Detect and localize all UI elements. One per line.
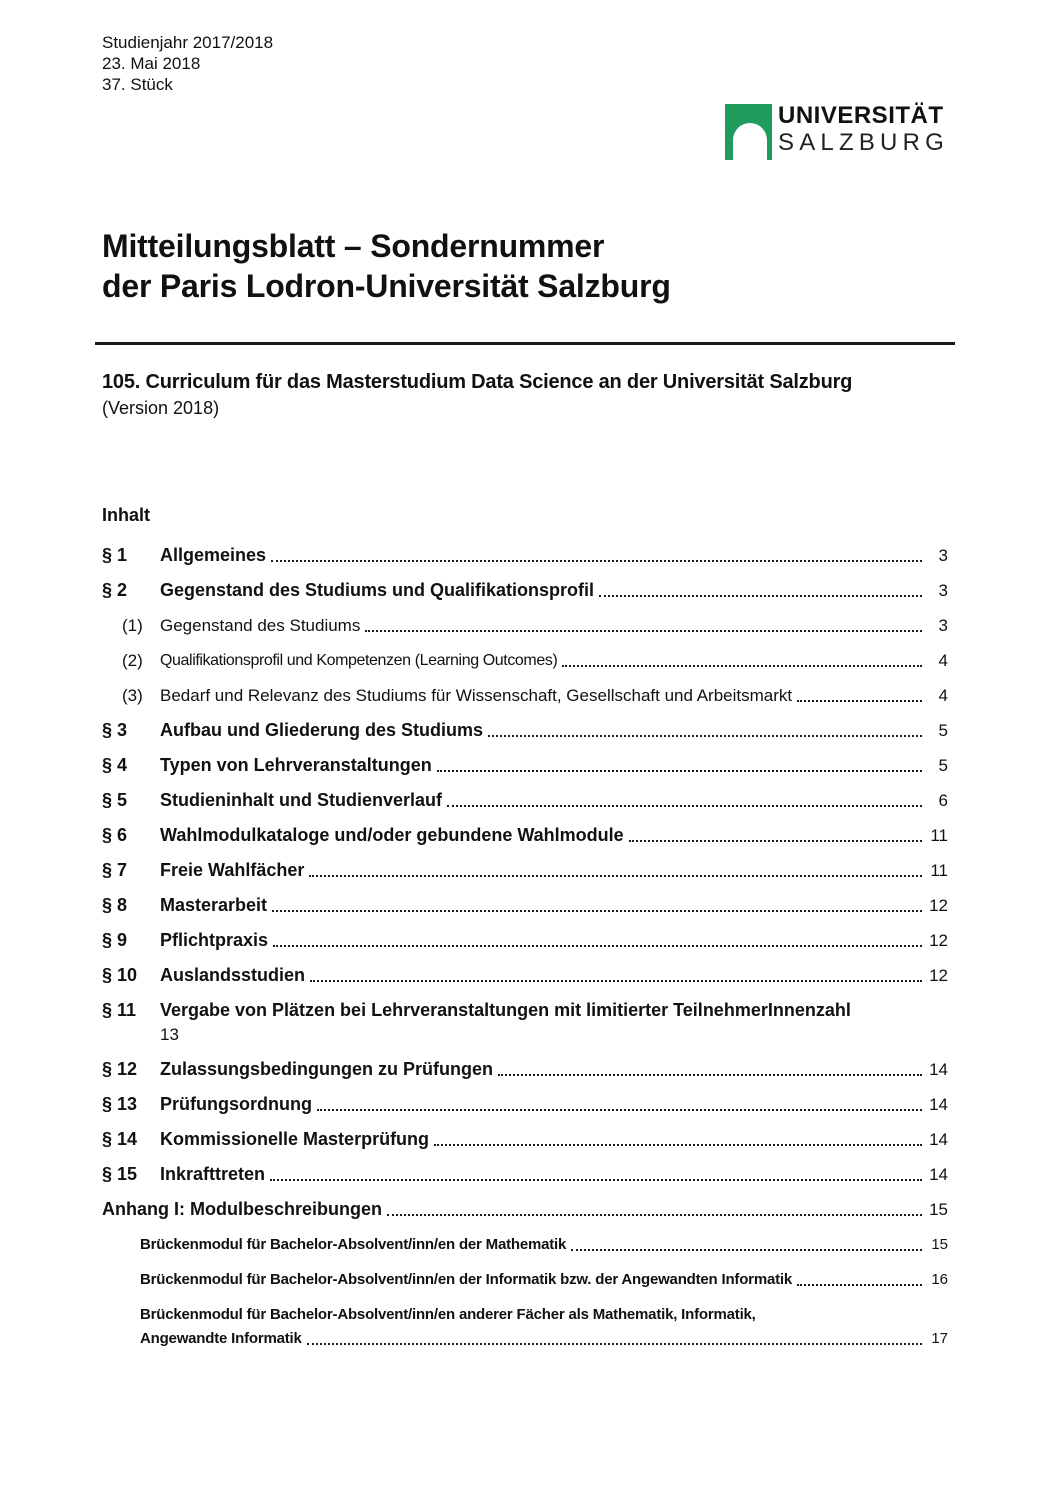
toc-entry-label: Bedarf und Relevanz des Studiums für Wissenschaft, Gesellschaft und Arbeitsmarkt [160, 686, 793, 705]
toc-entry-label: Auslandsstudien [160, 965, 306, 985]
toc-entry [102, 685, 948, 706]
toc-entry-page: 4 [938, 686, 948, 705]
toc-entry-label: Studieninhalt und Studienverlauf [160, 790, 443, 810]
toc-entry-page: 3 [938, 616, 948, 635]
toc-entry [102, 860, 948, 881]
toc-dot-leader [365, 630, 922, 632]
section-heading: 105. Curriculum für das Masterstudium Data Science an der Universität Salzburg [102, 371, 853, 393]
toc-entry-page: 11 [930, 826, 948, 845]
toc-title: Inhalt [102, 505, 150, 525]
toc-dot-leader [488, 735, 922, 737]
toc-entry [102, 580, 948, 601]
toc-entry-page: 13 [160, 1025, 179, 1044]
toc-entry [102, 930, 948, 951]
toc-entry-page: 11 [930, 861, 948, 880]
toc-entry-label: Kommissionelle Masterprüfung [160, 1129, 430, 1149]
toc-entry-number: § 2 [102, 580, 128, 600]
toc-entry [102, 1094, 948, 1115]
toc-entry-page: 12 [929, 931, 948, 950]
toc-entry [102, 1269, 948, 1290]
header-studienjahr: Studienjahr 2017/2018 [102, 33, 274, 52]
toc-entry-number: § 9 [102, 930, 128, 950]
toc-entry-number: § 5 [102, 790, 128, 810]
toc-entry-label: Vergabe von Plätzen bei Lehrveranstaltungen mit limitierter TeilnehmerInnenzahl [160, 1000, 851, 1020]
toc-entry-number: § 6 [102, 825, 128, 845]
toc-entry-label-continued: Angewandte Informatik [140, 1330, 302, 1347]
toc-entry-label: Freie Wahlfächer [160, 860, 305, 880]
toc-dot-leader [317, 1109, 922, 1111]
toc-entry-page: 14 [929, 1060, 948, 1079]
toc-entry-label: Prüfungsordnung [160, 1094, 312, 1114]
toc-dot-leader [273, 945, 922, 947]
toc-entry-label: Brückenmodul für Bachelor-Absolvent/inn/en der Mathematik [140, 1236, 567, 1253]
toc-entry-page: 6 [938, 791, 948, 810]
toc-dot-leader [307, 1343, 922, 1345]
toc-dot-leader [310, 980, 922, 982]
toc-entry-label: Qualifikationsprofil und Kompetenzen (Learning Outcomes) [160, 652, 558, 669]
toc-entry-number: § 11 [102, 1000, 137, 1020]
toc-list [102, 545, 948, 1349]
toc-entry [102, 965, 948, 986]
toc-entry-label: Brückenmodul für Bachelor-Absolvent/inn/en der Informatik bzw. der Angewandten Informatik [140, 1271, 793, 1288]
toc-dot-leader [309, 875, 922, 877]
header-date: 23. Mai 2018 [102, 54, 201, 73]
toc-entry [102, 1164, 948, 1185]
toc-entry-number: § 4 [102, 755, 128, 775]
toc-entry-page: 3 [938, 581, 948, 600]
toc-entry-page: 3 [938, 546, 948, 565]
toc-entry-number: § 7 [102, 860, 128, 880]
toc-entry-label: Anhang I: Modulbeschreibungen [102, 1199, 382, 1219]
toc-entry-number: § 15 [102, 1164, 138, 1184]
toc-entry-number: § 13 [102, 1094, 138, 1114]
toc-entry-label: Allgemeines [160, 545, 267, 565]
toc-entry-page: 15 [931, 1236, 948, 1253]
toc-dot-leader [599, 595, 922, 597]
title-divider [95, 342, 955, 345]
toc-entry-label: Masterarbeit [160, 895, 268, 915]
toc-entry [102, 1000, 948, 1045]
toc-entry-number: § 10 [102, 965, 138, 985]
toc-entry-label: Typen von Lehrveranstaltungen [160, 755, 432, 775]
toc-entry-page: 4 [938, 651, 948, 670]
toc-entry-page: 16 [931, 1271, 948, 1288]
university-logo-icon [725, 104, 772, 160]
page-title-line2: der Paris Lodron-Universität Salzburg [102, 268, 671, 304]
toc-entry-number: (3) [122, 686, 143, 705]
toc-entry-label: Wahlmodulkataloge und/oder gebundene Wahlmodule [160, 825, 624, 845]
arch-icon [733, 123, 767, 160]
toc-entry-page: 5 [938, 721, 948, 740]
toc-dot-leader [498, 1074, 922, 1076]
toc-entry-number: § 3 [102, 720, 128, 740]
page-title [102, 226, 948, 306]
toc-entry-label: Gegenstand des Studiums [160, 616, 361, 635]
toc-entry-label: Zulassungsbedingungen zu Prüfungen [160, 1059, 493, 1079]
toc-entry-page: 12 [929, 966, 948, 985]
toc-entry-page: 12 [929, 896, 948, 915]
toc-entry-page: 14 [929, 1165, 948, 1184]
toc-entry-page: 14 [929, 1095, 948, 1114]
toc-entry-label: Inkrafttreten [160, 1164, 266, 1184]
toc-entry-number: (1) [122, 616, 143, 635]
toc-dot-leader [797, 1284, 922, 1286]
toc-entry [102, 755, 948, 776]
toc-entry [102, 1304, 948, 1349]
toc-entry-page: 14 [929, 1130, 948, 1149]
toc-dot-leader [387, 1214, 922, 1216]
toc-entry-number: § 8 [102, 895, 128, 915]
toc-entry [102, 895, 948, 916]
toc-dot-leader [797, 700, 922, 702]
logo-universitaet-label: UNIVERSITÄT [778, 102, 944, 129]
toc-entry [102, 650, 948, 671]
logo-salzburg-label: SALZBURG [778, 129, 949, 156]
toc-entry-label: Aufbau und Gliederung des Studiums [160, 720, 484, 740]
page-title-line1: Mitteilungsblatt – Sondernummer [102, 228, 605, 264]
toc-entry-label: Pflichtpraxis [160, 930, 269, 950]
toc-entry-number: § 1 [102, 545, 128, 565]
toc-dot-leader [272, 910, 922, 912]
toc-entry-page: 5 [938, 756, 948, 775]
toc-dot-leader [270, 1179, 922, 1181]
toc-entry [102, 545, 948, 566]
toc-entry-number: § 14 [102, 1129, 138, 1149]
toc-entry-number: (2) [122, 651, 143, 670]
toc-entry-label: Brückenmodul für Bachelor-Absolvent/inn/en anderer Fächer als Mathematik, Informatik, [140, 1306, 756, 1323]
toc-dot-leader [434, 1144, 922, 1146]
toc-entry-number: § 12 [102, 1059, 138, 1079]
toc-entry [102, 1199, 948, 1220]
toc-dot-leader [571, 1249, 922, 1251]
toc-entry [102, 615, 948, 636]
toc-entry [102, 790, 948, 811]
header-block [102, 32, 948, 95]
toc-entry [102, 720, 948, 741]
toc-entry-page: 15 [929, 1200, 948, 1219]
toc-entry [102, 1234, 948, 1255]
toc-entry [102, 1059, 948, 1080]
section-subheading: (Version 2018) [102, 398, 220, 418]
university-logo-text [778, 102, 949, 157]
toc-dot-leader [562, 665, 922, 667]
toc-dot-leader [447, 805, 922, 807]
toc-entry [102, 1129, 948, 1150]
header-stueck: 37. Stück [102, 75, 173, 94]
toc-entry [102, 825, 948, 846]
toc-dot-leader [271, 560, 922, 562]
toc-entry-label: Gegenstand des Studiums und Qualifikationsprofil [160, 580, 595, 600]
toc-dot-leader [629, 840, 922, 842]
toc-entry-page: 17 [931, 1330, 948, 1347]
toc-dot-leader [437, 770, 922, 772]
line-break [102, 1021, 948, 1024]
